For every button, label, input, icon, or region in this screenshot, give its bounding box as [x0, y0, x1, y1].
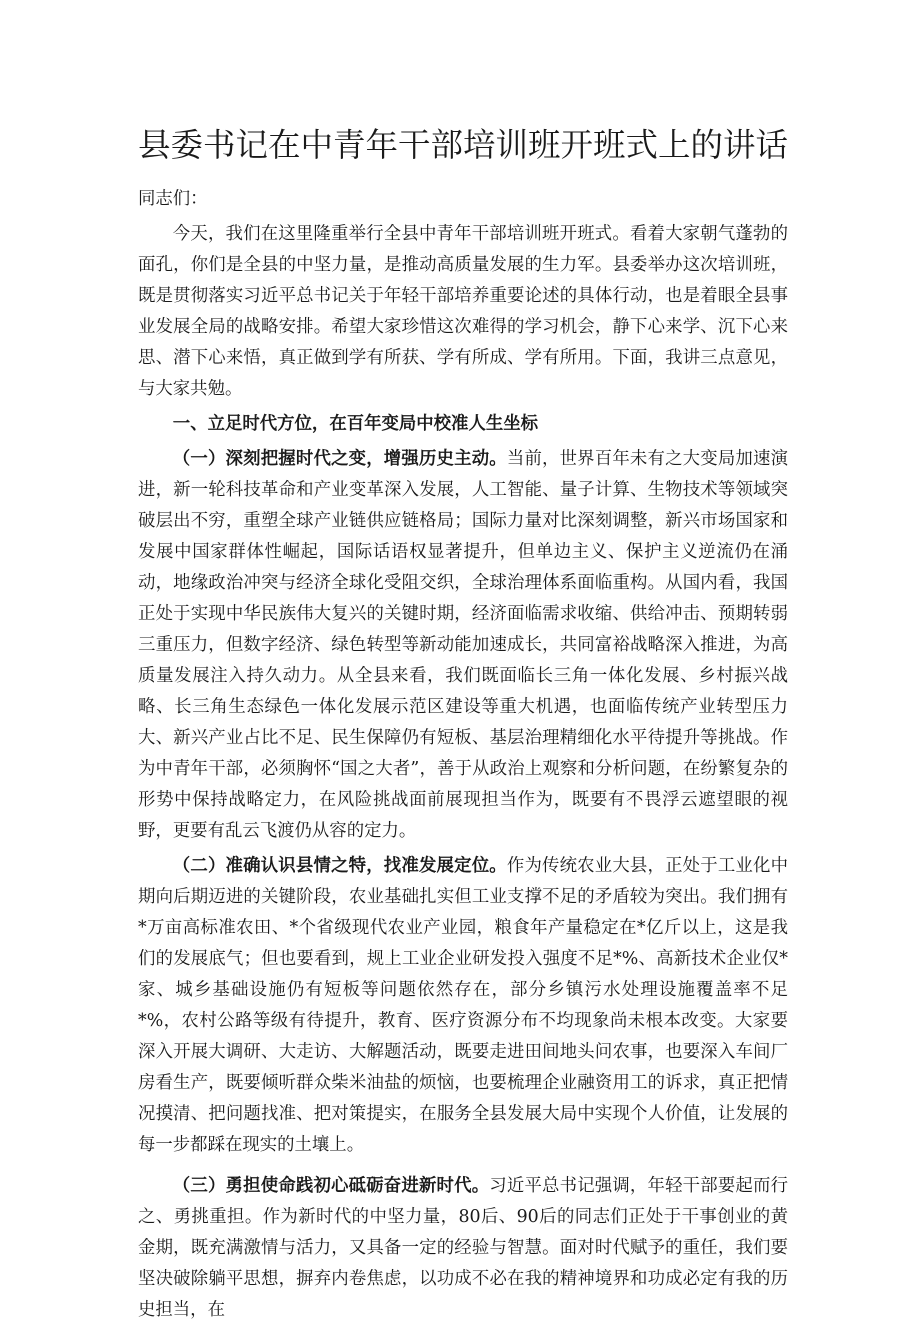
subsection-text-2: 作为传统农业大县，正处于工业化中期向后期迈进的关键阶段，农业基础扎实但工业支撑不足的矛盾较为突出。我们拥有*万亩高标准农田、*个省级现代农业产业园，粮食年产量稳定在*亿斤以上，这是我们的发展底气；但也要看到，规上工业企业研发投入强度不足*%、高新技术企业仅*家、城乡基础设施仍有短板等问题依然存在，部分乡镇污水处理设施覆盖率不足*%，农村公路等级有待提升，教育、医疗资源分布不均现象尚未根本改变。大家要深入开展大调研、大走访、大解题活动，既要走进田间地头问农事，也要深入车间厂房看生产，既要倾听群众柴米油盐的烦恼，也要梳理企业融资用工的诉求，真正把情况摸清、把问题找准、把对策提实，在服务全县发展大局中实现个人价值，让发展的每一步都踩在现实的土壤上。 [138, 856, 788, 1155]
document-body [138, 184, 788, 1326]
subsection-text-1: 当前，世界百年未有之大变局加速演进，新一轮科技革命和产业变革深入发展，人工智能、量子计算、生物技术等领域突破层出不穷，重塑全球产业链供应链格局；国际力量对比深刻调整，新兴市场国家和发展中国家群体性崛起，国际话语权显著提升，但单边主义、保护主义逆流仍在涌动，地缘政治冲突与经济全球化受阻交织，全球治理体系面临重构。从国内看，我国正处于实现中华民族伟大复兴的关键时期，经济面临需求收缩、供给冲击、预期转弱三重压力，但数字经济、绿色转型等新动能加速成长，共同富裕战略深入推进，为高质量发展注入持久动力。从全县来看，我们既面临长三角一体化发展、乡村振兴战略、长三角生态绿色一体化发展示范区建设等重大机遇，也面临传统产业转型压力大、新兴产业占比不足、民生保障仍有短板、基层治理精细化水平待提升等挑战。作为中青年干部，必须胸怀“国之大者”，善于从政治上观察和分析问题，在纷繁复杂的形势中保持战略定力，在风险挑战面前展现担当作为，既要有不畏浮云遮望眼的视野，更要有乱云飞渡仍从容的定力。 [138, 449, 788, 841]
intro-paragraph: 今天，我们在这里隆重举行全县中青年干部培训班开班式。看着大家朝气蓬勃的面孔，你们是全县的中坚力量，是推动高质量发展的生力军。县委举办这次培训班，既是贯彻落实习近平总书记关于年轻干部培养重要论述的具体行动，也是着眼全县事业发展全局的战略安排。希望大家珍惜这次难得的学习机会，静下心来学、沉下心来思、潜下心来悟，真正做到学有所获、学有所成、学有所用。下面，我讲三点意见，与大家共勉。 [138, 224, 788, 399]
subsection-lead-1: （一）深刻把握时代之变，增强历史主动。 [172, 449, 507, 469]
salutation: 同志们： [138, 189, 208, 209]
subsection-paragraph-2 [138, 851, 788, 1161]
page-title: 县委书记在中青年干部培训班开班式上的讲话 [138, 126, 789, 164]
section-heading-1: 一、立足时代方位，在百年变局中校准人生坐标 [172, 414, 539, 434]
subsection-paragraph-1 [138, 444, 788, 847]
subsection-paragraph-3 [138, 1171, 788, 1326]
subsection-text-3: 习近平总书记强调，年轻干部要起而行之、勇挑重担。作为新时代的中坚力量，80后、90后的同志们正处于干事创业的黄金期，既充满激情与活力，又具备一定的经验与智慧。面对时代赋予的重任，我们要坚决破除躺平思想，摒弃内卷焦虑，以功成不必在我的精神境界和功成必定有我的历史担当，在 [138, 1176, 788, 1320]
subsection-lead-2: （二）准确认识县情之特，找准发展定位。 [172, 856, 507, 876]
subsection-lead-3: （三）勇担使命践初心砥砺奋进新时代。 [172, 1176, 490, 1196]
